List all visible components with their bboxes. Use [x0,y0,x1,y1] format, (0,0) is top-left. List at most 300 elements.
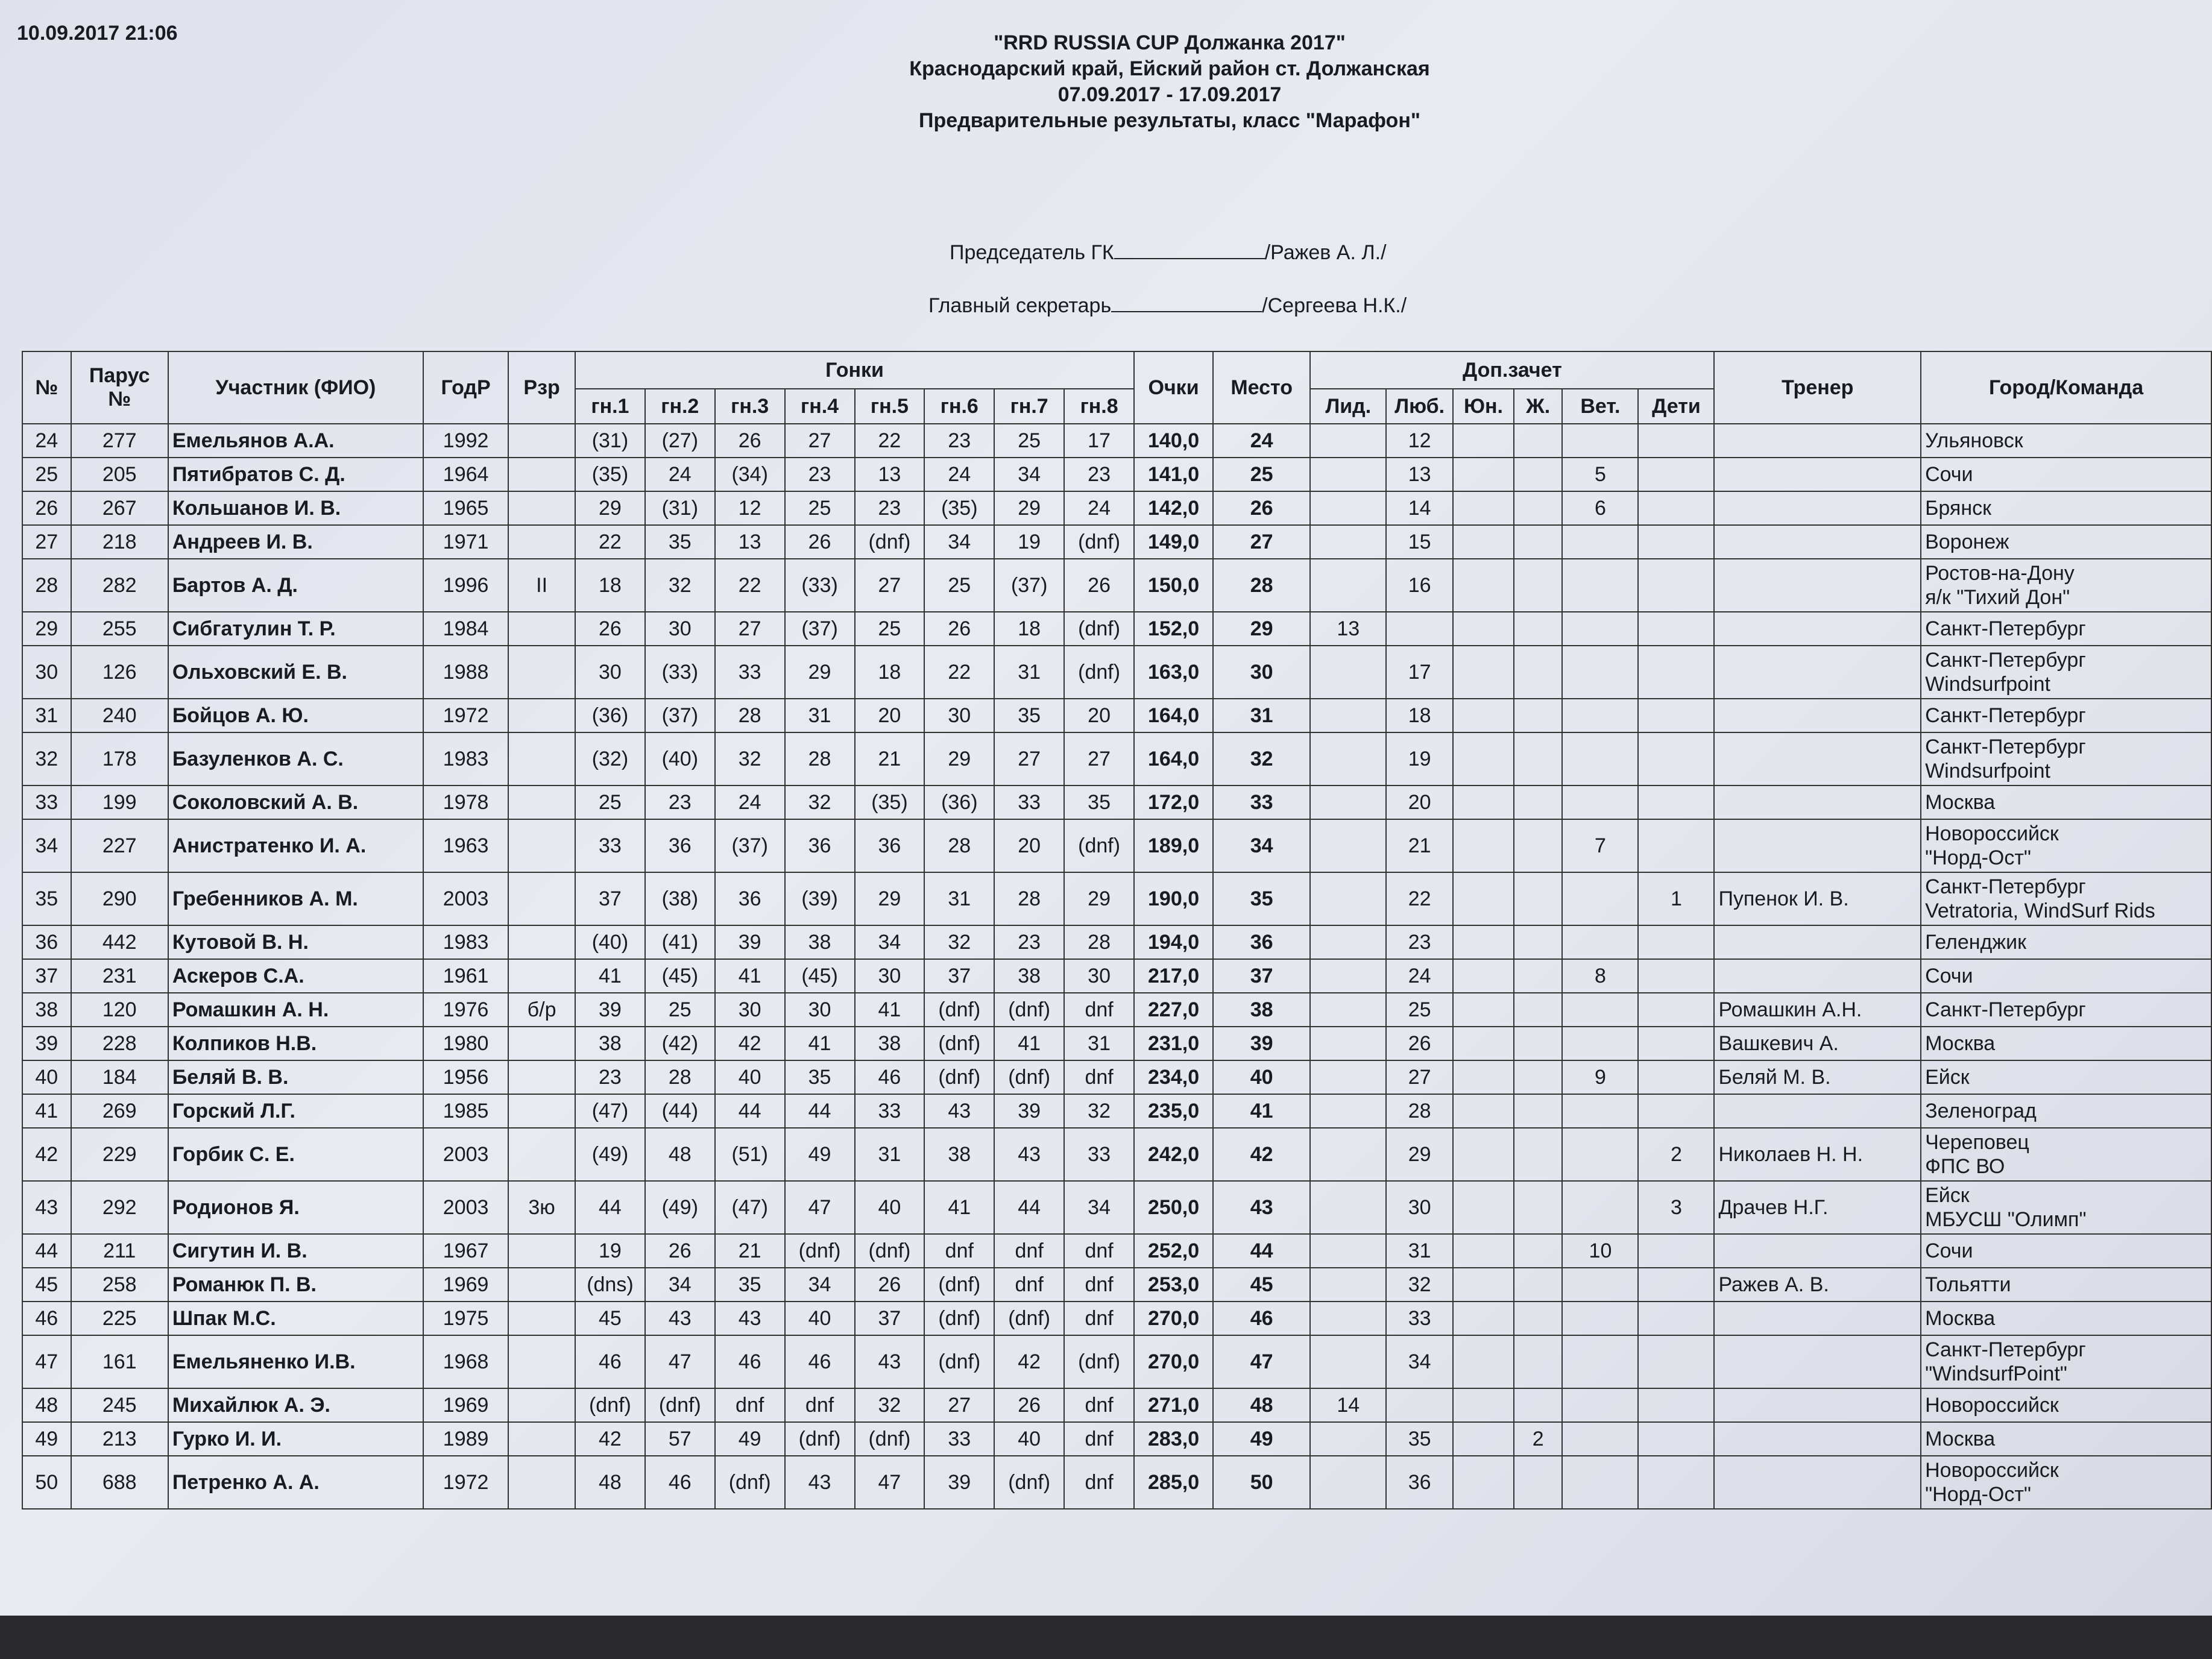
final-place: 44 [1213,1234,1310,1268]
race-result: 22 [575,525,645,559]
extra-standing [1386,1388,1453,1422]
extra-standing: 26 [1386,1027,1453,1060]
city-team [1921,1335,2211,1388]
row-num: 44 [22,1234,71,1268]
extra-standing [1638,1335,1714,1388]
city-line: Москва [1925,1307,1996,1330]
race-result: 41 [785,1027,855,1060]
extra-standing [1562,1422,1638,1456]
extra-standing [1514,872,1563,925]
print-datetime: 10.09.2017 21:06 [17,22,178,45]
race-result: (40) [575,925,645,959]
row-num: 41 [22,1094,71,1128]
extra-standing [1453,1335,1514,1388]
extra-standing: 7 [1562,819,1638,872]
birth-year: 1969 [423,1268,508,1302]
race-result: dnf [1064,1456,1134,1509]
total-points: 250,0 [1134,1181,1213,1234]
sail-number: 267 [71,491,168,525]
race-result: 28 [994,872,1064,925]
participant-name: Андреев И. В. [168,525,423,559]
race-result: (dnf) [924,993,994,1027]
extra-standing [1562,732,1638,785]
city-line: Санкт-Петербург [1925,998,2086,1021]
total-points: 164,0 [1134,699,1213,732]
total-points: 271,0 [1134,1388,1213,1422]
col-extra-2: Люб. [1386,389,1453,424]
table-row [22,1181,2211,1234]
race-result: (32) [575,732,645,785]
sail-number: 225 [71,1302,168,1335]
race-result: 43 [645,1302,715,1335]
race-result: 29 [1064,872,1134,925]
extra-standing [1310,872,1386,925]
race-result: (33) [785,559,855,612]
sport-rank [508,1234,575,1268]
extra-standing: 13 [1386,458,1453,491]
table-row [22,1335,2211,1388]
coach-name [1714,819,1921,872]
extra-standing [1638,993,1714,1027]
total-points: 172,0 [1134,785,1213,819]
city-line: Windsurfpoint [1925,673,2050,696]
race-result: 26 [785,525,855,559]
row-num: 27 [22,525,71,559]
total-points: 150,0 [1134,559,1213,612]
extra-standing [1514,491,1563,525]
sport-rank [508,1128,575,1181]
table-row [22,1388,2211,1422]
event-location: Краснодарский край, Ейский район ст. Должанская [909,57,1430,80]
extra-standing [1514,1268,1563,1302]
final-place: 38 [1213,993,1310,1027]
city-team [1921,819,2211,872]
birth-year: 1978 [423,785,508,819]
row-num: 29 [22,612,71,646]
race-result: 28 [1064,925,1134,959]
birth-year: 1971 [423,525,508,559]
extra-standing: 6 [1562,491,1638,525]
race-result: 33 [575,819,645,872]
participant-name: Ромашкин А. Н. [168,993,423,1027]
sport-rank [508,646,575,699]
col-coach: Тренер [1714,351,1921,424]
participant-name: Горбик С. Е. [168,1128,423,1181]
col-races: Гонки [575,351,1134,389]
race-result: 32 [924,925,994,959]
city-line: Москва [1925,791,1996,814]
coach-name [1714,1335,1921,1388]
race-result: 39 [715,925,785,959]
extra-standing [1562,424,1638,458]
table-row [22,1422,2211,1456]
sport-rank [508,491,575,525]
race-result: 43 [785,1456,855,1509]
sail-number: 211 [71,1234,168,1268]
coach-name: Беляй М. В. [1714,1060,1921,1094]
race-result: 43 [994,1128,1064,1181]
sport-rank [508,785,575,819]
final-place: 35 [1213,872,1310,925]
race-result: 29 [575,491,645,525]
row-num: 35 [22,872,71,925]
participant-name: Бойцов А. Ю. [168,699,423,732]
event-title: "RRD RUSSIA CUP Должанка 2017" [994,31,1346,54]
extra-standing [1514,458,1563,491]
extra-standing [1514,1335,1563,1388]
row-num: 30 [22,646,71,699]
race-result: 32 [715,732,785,785]
final-place: 25 [1213,458,1310,491]
participant-name: Емельяненко И.В. [168,1335,423,1388]
city-line: Ейск [1925,1184,1970,1207]
table-row [22,872,2211,925]
birth-year: 1967 [423,1234,508,1268]
city-line: Череповец [1925,1131,2029,1154]
row-num: 33 [22,785,71,819]
race-result: 27 [994,732,1064,785]
total-points: 141,0 [1134,458,1213,491]
race-result: (41) [645,925,715,959]
race-result: 38 [785,925,855,959]
race-result: 36 [645,819,715,872]
total-points: 217,0 [1134,959,1213,993]
total-points: 194,0 [1134,925,1213,959]
race-result: 39 [994,1094,1064,1128]
table-row [22,491,2211,525]
sail-number: 282 [71,559,168,612]
table-row [22,819,2211,872]
extra-standing [1562,1128,1638,1181]
participant-name: Михайлюк А. Э. [168,1388,423,1422]
total-points: 163,0 [1134,646,1213,699]
race-result: 32 [645,559,715,612]
coach-name: Драчев Н.Г. [1714,1181,1921,1234]
sail-number: 255 [71,612,168,646]
race-result: 20 [1064,699,1134,732]
col-num: № [22,351,71,424]
city-line: Ростов-на-Дону [1925,562,2075,585]
extra-standing [1310,1181,1386,1234]
coach-name [1714,1456,1921,1509]
final-place: 48 [1213,1388,1310,1422]
race-result: (42) [645,1027,715,1060]
coach-name [1714,1388,1921,1422]
total-points: 189,0 [1134,819,1213,872]
extra-standing: 20 [1386,785,1453,819]
birth-year: 1985 [423,1094,508,1128]
extra-standing: 9 [1562,1060,1638,1094]
document-header [663,30,1676,134]
final-place: 50 [1213,1456,1310,1509]
table-row [22,1234,2211,1268]
row-num: 38 [22,993,71,1027]
race-result: 27 [1064,732,1134,785]
col-race-5: гн.5 [855,389,925,424]
race-result: 46 [645,1456,715,1509]
sail-number: 199 [71,785,168,819]
participant-name: Горский Л.Г. [168,1094,423,1128]
sport-rank: б/р [508,993,575,1027]
extra-standing [1310,1060,1386,1094]
race-result: 30 [1064,959,1134,993]
table-row [22,525,2211,559]
extra-standing: 27 [1386,1060,1453,1094]
extra-standing: 5 [1562,458,1638,491]
row-num: 43 [22,1181,71,1234]
race-result: 24 [715,785,785,819]
extra-standing: 3 [1638,1181,1714,1234]
extra-standing [1310,1234,1386,1268]
sport-rank [508,925,575,959]
row-num: 49 [22,1422,71,1456]
extra-standing: 36 [1386,1456,1453,1509]
coach-name [1714,458,1921,491]
final-place: 33 [1213,785,1310,819]
extra-standing [1514,424,1563,458]
extra-standing [1310,699,1386,732]
table-row [22,612,2211,646]
race-result: (dnf) [785,1234,855,1268]
extra-standing [1562,646,1638,699]
race-result: (35) [855,785,925,819]
sport-rank [508,699,575,732]
race-result: 43 [855,1335,925,1388]
race-result: 24 [1064,491,1134,525]
race-result: 46 [575,1335,645,1388]
sport-rank [508,1060,575,1094]
race-result: 30 [924,699,994,732]
coach-name [1714,1234,1921,1268]
participant-name: Анистратенко И. А. [168,819,423,872]
row-num: 47 [22,1335,71,1388]
results-table [22,351,2212,1509]
col-sail: Парус № [71,351,168,424]
race-result: 42 [575,1422,645,1456]
extra-standing [1310,959,1386,993]
race-result: 47 [855,1456,925,1509]
city-line: Москва [1925,1428,1996,1450]
race-result: (dns) [575,1268,645,1302]
coach-name: Пупенок И. В. [1714,872,1921,925]
extra-standing [1514,525,1563,559]
extra-standing: 1 [1638,872,1714,925]
participant-name: Колпиков Н.В. [168,1027,423,1060]
race-result: 30 [645,612,715,646]
extra-standing: 28 [1386,1094,1453,1128]
table-row [22,1060,2211,1094]
race-result: (dnf) [924,1027,994,1060]
birth-year: 1965 [423,491,508,525]
extra-standing [1453,559,1514,612]
extra-standing [1562,525,1638,559]
race-result: (dnf) [994,993,1064,1027]
coach-name [1714,1094,1921,1128]
row-num: 48 [22,1388,71,1422]
final-place: 36 [1213,925,1310,959]
extra-standing [1453,1060,1514,1094]
sport-rank: 3ю [508,1181,575,1234]
city-line: я/к "Тихий Дон" [1925,586,2070,609]
extra-standing [1310,559,1386,612]
coach-name [1714,925,1921,959]
extra-standing [1562,559,1638,612]
race-result: 57 [645,1422,715,1456]
coach-name [1714,1302,1921,1335]
sport-rank [508,1388,575,1422]
race-result: 19 [994,525,1064,559]
city-team [1921,959,2211,993]
city-team [1921,491,2211,525]
table-row [22,1027,2211,1060]
city-line: Новороссийск [1925,1394,2059,1417]
race-result: (37) [785,612,855,646]
sail-number: 240 [71,699,168,732]
col-rank: Рзр [508,351,575,424]
race-result: 37 [924,959,994,993]
race-result: dnf [1064,1422,1134,1456]
race-result: 32 [855,1388,925,1422]
race-result: 21 [855,732,925,785]
race-result: 26 [924,612,994,646]
sport-rank [508,1456,575,1509]
secretary-signature [928,294,1407,318]
table-row [22,785,2211,819]
table-row [22,1302,2211,1335]
city-line: "WindsurfPoint" [1925,1362,2067,1385]
final-place: 30 [1213,646,1310,699]
race-result: 33 [994,785,1064,819]
extra-standing [1453,525,1514,559]
city-team [1921,646,2211,699]
row-num: 26 [22,491,71,525]
extra-standing: 19 [1386,732,1453,785]
city-team [1921,424,2211,458]
birth-year: 1988 [423,646,508,699]
birth-year: 1972 [423,699,508,732]
birth-year: 1969 [423,1388,508,1422]
col-extra-5: Вет. [1562,389,1638,424]
city-team [1921,1268,2211,1302]
race-result: 40 [855,1181,925,1234]
extra-standing [1453,699,1514,732]
extra-standing [1514,959,1563,993]
race-result: 23 [645,785,715,819]
extra-standing [1638,1422,1714,1456]
total-points: 190,0 [1134,872,1213,925]
extra-standing [1638,1060,1714,1094]
city-line: Москва [1925,1032,1996,1055]
row-num: 42 [22,1128,71,1181]
extra-standing [1562,1335,1638,1388]
coach-name: Николаев Н. Н. [1714,1128,1921,1181]
col-race-6: гн.6 [924,389,994,424]
table-row [22,559,2211,612]
chair-label: Председатель ГК [950,241,1114,264]
extra-standing [1453,785,1514,819]
extra-standing [1453,872,1514,925]
extra-standing: 16 [1386,559,1453,612]
city-team [1921,1060,2211,1094]
city-line: Новороссийск [1925,822,2059,845]
participant-name: Соколовский А. В. [168,785,423,819]
race-result: (dnf) [1064,646,1134,699]
city-line: Санкт-Петербург [1925,735,2086,758]
sport-rank [508,819,575,872]
extra-standing [1453,1388,1514,1422]
extra-standing: 12 [1386,424,1453,458]
race-result: 34 [855,925,925,959]
total-points: 142,0 [1134,491,1213,525]
city-team [1921,993,2211,1027]
race-result: 37 [575,872,645,925]
extra-standing [1310,1268,1386,1302]
race-result: 44 [994,1181,1064,1234]
race-result: (dnf) [994,1060,1064,1094]
race-result: (38) [645,872,715,925]
extra-standing [1453,1268,1514,1302]
final-place: 46 [1213,1302,1310,1335]
extra-standing [1638,525,1714,559]
coach-name [1714,424,1921,458]
extra-standing [1310,925,1386,959]
city-line: Сочи [1925,463,1973,486]
race-result: 44 [785,1094,855,1128]
city-line: "Норд-Ост" [1925,846,2031,869]
table-row [22,959,2211,993]
city-line: ФПС ВО [1925,1155,2005,1178]
table-header-row [22,351,2211,389]
race-result: dnf [715,1388,785,1422]
row-num: 50 [22,1456,71,1509]
race-result: (40) [645,732,715,785]
sail-number: 245 [71,1388,168,1422]
participant-name: Емельянов А.А. [168,424,423,458]
race-result: 40 [785,1302,855,1335]
extra-standing: 23 [1386,925,1453,959]
sail-number: 227 [71,819,168,872]
race-result: 34 [785,1268,855,1302]
race-result: 22 [715,559,785,612]
extra-standing: 13 [1310,612,1386,646]
extra-standing [1638,785,1714,819]
birth-year: 1975 [423,1302,508,1335]
final-place: 40 [1213,1060,1310,1094]
race-result: (dnf) [645,1388,715,1422]
extra-standing [1562,1388,1638,1422]
col-points: Очки [1134,351,1213,424]
sail-number: 228 [71,1027,168,1060]
race-result: (36) [924,785,994,819]
race-result: (dnf) [855,525,925,559]
total-points: 235,0 [1134,1094,1213,1128]
race-result: 13 [855,458,925,491]
extra-standing [1562,1027,1638,1060]
race-result: 26 [855,1268,925,1302]
sail-number: 205 [71,458,168,491]
race-result: 26 [1064,559,1134,612]
race-result: dnf [1064,1388,1134,1422]
table-row [22,732,2211,785]
sail-number: 213 [71,1422,168,1456]
race-result: 24 [924,458,994,491]
race-result: (dnf) [994,1456,1064,1509]
race-result: 42 [715,1027,785,1060]
extra-standing [1453,732,1514,785]
race-result: (33) [645,646,715,699]
extra-standing [1562,1456,1638,1509]
extra-standing [1638,424,1714,458]
